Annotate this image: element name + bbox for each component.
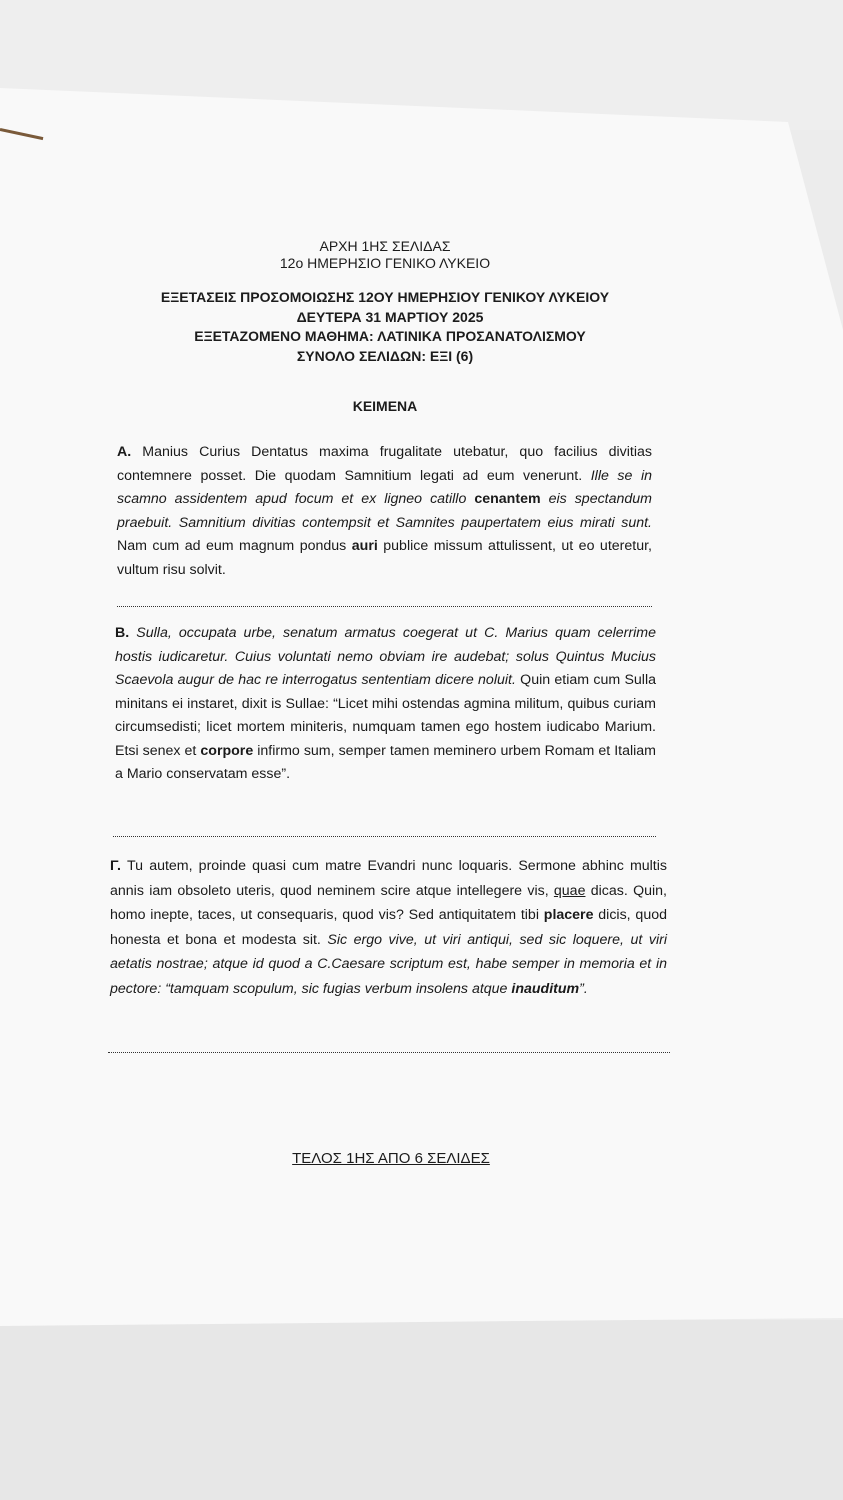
page-footer: ΤΕΛΟΣ 1ΗΣ ΑΠΟ 6 ΣΕΛΙΔΕΣ [292, 1150, 490, 1167]
date-line: ΔΕΥΤΕΡΑ 31 ΜΑΡΤΙΟΥ 2025 [296, 309, 484, 325]
text-b-part3: corpore [200, 742, 254, 759]
section-title: ΚΕΙΜΕΝΑ [352, 398, 418, 414]
dotted-separator [113, 836, 656, 837]
text-a-part4: eis spectandum praebuit. Samnitium divitias contempsit et Samnites paupertatem eius mirati sunt. [117, 491, 652, 531]
text-c-part4: placere [543, 907, 594, 923]
text-c-part7: inauditum [511, 980, 580, 997]
text-a-part2: Ille se in scamno assidentem apud focum et ex ligneo catillo [117, 467, 652, 507]
subject-line: ΕΞΕΤΑΖΟΜΕΝΟ ΜΑΘΗΜΑ: ΛΑΤΙΝΙΚΑ ΠΡΟΣΑΝΑΤΟΛΙΣΜΟΥ [194, 328, 586, 344]
school-line: 12ο ΗΜΕΡΗΣΙΟ ΓΕΝΙΚΟ ΛΥΚΕΙΟ [279, 255, 491, 271]
text-c-part1: Tu autem, proinde quasi cum matre Evandri nunc loquaris. Sermone abhinc multis annis iam obsoleto uteris, quod neminem scire atque intellegere vis, [110, 858, 667, 899]
text-a [117, 441, 652, 582]
text-c-part6: Sic ergo vive, ut viri antiqui, sed sic loquere, ut viri aetatis nostrae; atque id quod a C.Caesare scriptum est, habe semper in memoria et in pectore: “tamquam scopulum, sic fugias verbum insolens atque [110, 931, 667, 997]
text-a-part5: Nam cum ad eum magnum pondus [117, 538, 352, 554]
dotted-separator [117, 606, 652, 607]
text-b-part1: Sulla, occupata urbe, senatum armatus coegerat ut C. Marius quam celerrime hostis iudicaretur. Cuius voluntati nemo obviam ire audebat; solus Quintus Mucius Scaevola augur de hac re interrogatus sententiam dicere noluit. [115, 625, 656, 688]
text-a-part6: auri [351, 538, 378, 554]
text-c [110, 854, 667, 1001]
text-a-part1: Manius Curius Dentatus maxima frugalitate utebatur, quo facilius divitias contemnere posset. Die quodam Samnitium legati ad eum venerunt. [117, 444, 652, 484]
text-c-part2: quae [553, 882, 586, 899]
page-start-line: ΑΡΧΗ 1ΗΣ ΣΕΛΙΔΑΣ [319, 238, 451, 254]
text-b [115, 622, 656, 787]
text-b-part4: infirmo sum, semper tamen meminero urbem Romam et Italiam a Mario conservatam esse”. [115, 742, 656, 782]
text-a-part3: cenantem [474, 491, 541, 507]
pages-line: ΣΥΝΟΛΟ ΣΕΛΙΔΩΝ: ΕΞΙ (6) [296, 348, 474, 364]
text-b-label: Β. [115, 625, 130, 641]
text-c-label: Γ. [110, 858, 121, 874]
text-c-part3: dicas. Quin, homo inepte, taces, ut consequaris, quod vis? Sed antiquitatem tibi [110, 882, 667, 923]
text-c-part8: ”. [579, 980, 588, 997]
text-a-part7: publice missum attulissent, ut eo uteretur, vultum risu solvit. [117, 538, 652, 578]
text-a-label: Α. [117, 444, 132, 460]
dotted-separator [108, 1052, 670, 1053]
exam-line: ΕΞΕΤΑΣΕΙΣ ΠΡΟΣΟΜΟΙΩΣΗΣ 12ΟΥ ΗΜΕΡΗΣΙΟΥ ΓΕΝΙΚΟΥ ΛΥΚΕΙΟΥ [160, 289, 610, 305]
text-c-part5: dicis, quod honesta et bona et modesta sit. [110, 907, 667, 948]
text-b-part2: Quin etiam cum Sulla minitans ei instaret, dixit is Sullae: “Licet mihi ostendas agmina militum, quibus curiam circumsedisti; licet mortem miniteris, numquam tamen ego hostem iudicabo Marium. Etsi senex et [115, 672, 656, 759]
